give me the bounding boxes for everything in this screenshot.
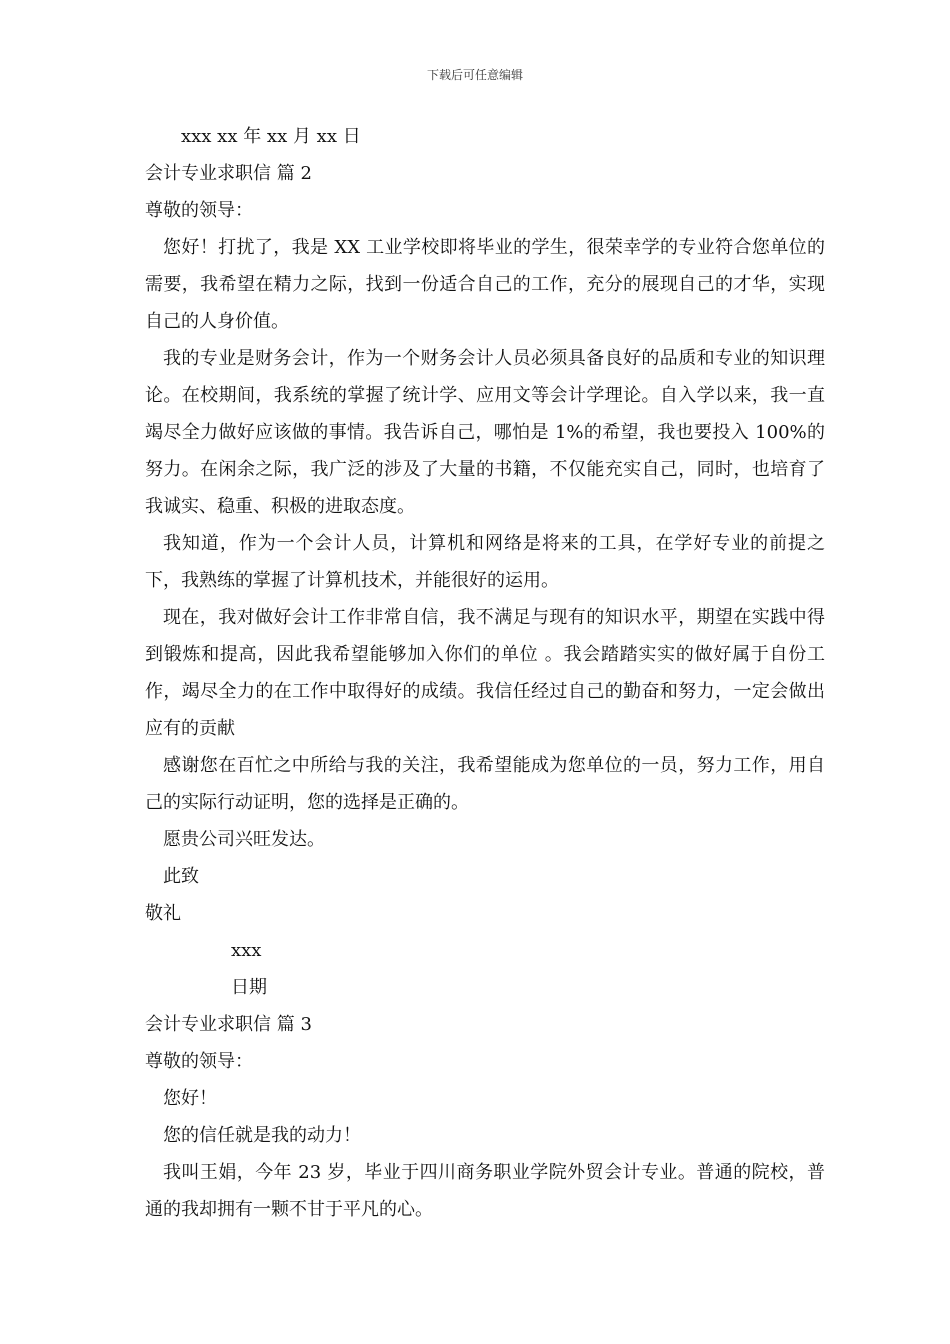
document-body	[145, 118, 825, 1228]
letter-3-salutation: 尊敬的领导：	[145, 1051, 253, 1072]
letter-3-title: 会计专业求职信 篇 3	[145, 1014, 312, 1035]
letter-2-paragraph-2: 我的专业是财务会计，作为一个财务会计人员必须具备良好的品质和专业的知识理论。在校期间，我系统的掌握了统计学、应用文等会计学理论。自入学以来，我一直竭尽全力做好应该做的事情。我告诉自己，哪怕是 1%的希望，我也要投入 100%的努力。在闲余之际，我广泛的涉及了大量的书籍，不仅能充实自己，同时，也培育了我诚实、稳重、积极的进取态度。	[145, 348, 825, 517]
letter-2-closing-1: 此致	[163, 866, 199, 887]
letter-2-paragraph-5: 感谢您在百忙之中所给与我的关注，我希望能成为您单位的一员，努力工作，用自己的实际行动证明，您的选择是正确的。	[145, 755, 825, 813]
letter-2-paragraph-3: 我知道，作为一个会计人员，计算机和网络是将来的工具，在学好专业的前提之下，我熟练的掌握了计算机技术，并能很好的运用。	[145, 533, 825, 591]
letter-2-closing-2: 敬礼	[145, 903, 181, 924]
letter-2-date: 日期	[231, 977, 267, 998]
letter-2-title: 会计专业求职信 篇 2	[145, 163, 312, 184]
letter-2-paragraph-4: 现在，我对做好会计工作非常自信，我不满足与现有的知识水平，期望在实践中得到锻炼和提高，因此我希望能够加入你们的单位 。我会踏踏实实的做好属于自份工作，竭尽全力的在工作中取得好的成绩。我信任经过自己的勤奋和努力，一定会做出应有的贡献	[145, 607, 825, 739]
letter-2-wish: 愿贵公司兴旺发达。	[163, 829, 325, 850]
letter-3-paragraph-1: 我叫王娟，今年 23 岁，毕业于四川商务职业学院外贸会计专业。普通的院校，普通的我却拥有一颗不甘于平凡的心。	[145, 1162, 825, 1220]
page-header: 下载后可任意编辑	[426, 68, 523, 82]
letter-2-signature: xxx	[231, 940, 262, 961]
letter-2-salutation: 尊敬的领导：	[145, 200, 253, 221]
letter-3-greeting: 您好！	[163, 1088, 217, 1109]
previous-letter-date: xxx xx 年 xx 月 xx 日	[181, 126, 361, 147]
letter-3-line-2: 您的信任就是我的动力！	[163, 1125, 361, 1146]
letter-2-paragraph-1: 您好！打扰了，我是 XX 工业学校即将毕业的学生，很荣幸学的专业符合您单位的需要，我希望在精力之际，找到一份适合自己的工作，充分的展现自己的才华，实现自己的人身价值。	[145, 237, 825, 332]
